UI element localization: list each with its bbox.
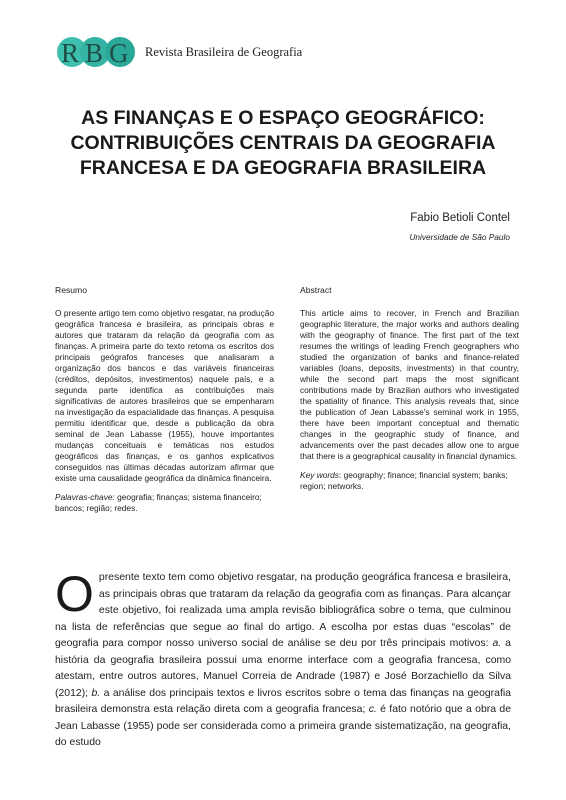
abstract-column [300, 285, 519, 492]
body-text [55, 566, 511, 752]
drop-cap: O [55, 566, 94, 622]
list-marker-c: c. [368, 704, 377, 715]
body-text-run: é fato notório que a obra de Jean Labasse (1955) pode ser considerada como a primeira grande sistematização, na geografia, do estudo [55, 704, 511, 748]
keywords-label: Key words [300, 470, 339, 480]
abstract-keywords [300, 470, 519, 492]
journal-name: Revista Brasileira de Geografia [145, 45, 303, 59]
list-marker-b: b. [91, 687, 101, 699]
abstract-text: This article aims to recover, in French and Brazilian geographic literature, the major works and authors dealing with the geography of finance. The first part of the text resumes the writings of leading French geographers who studied the organization of banks and finance-related variables (loans, deposits, investments) in that country, while the second part maps the most significant contributions made by Brazilian authors who investigated the spatiality of finance. This analysis reveals that, since the publication of Jean Labasse's seminal work in 1955, there have been important conceptual and thematic changes in the geographic study of finance, and advancements over the past decades allow one to argue that there is a geographical causality in financial dynamics. [300, 308, 519, 461]
keywords-label: Palavras-chave [55, 492, 113, 502]
keywords-list: : geography; finance; financial system; banks; region; networks. [300, 470, 508, 491]
journal-logo [55, 36, 303, 72]
resumo-keywords [55, 492, 274, 514]
author-name: Fabio Betioli Contel [410, 212, 510, 224]
body-paragraph [55, 566, 511, 752]
body-text-run: a história da geografia brasileira possui uma enorme interface com a geografia francesa, como atestam, entre outros autores, Manuel Correia de Andrade (1987) e José Borzachiello da Silva (2012); [55, 638, 511, 699]
list-marker-a: a. [492, 638, 502, 649]
logo-letters: RBG [61, 38, 135, 68]
article-title: AS FINANÇAS E O ESPAÇO GEOGRÁFICO: CONTRIBUIÇÕES CENTRAIS DA GEOGRAFIA FRANCESA E DA GEOGRAFIA BRASILEIRA [70, 107, 496, 179]
resumo-heading: Resumo [55, 285, 87, 295]
keywords-list: : geografia; finanças; sistema financeiro; bancos; região; redes. [55, 492, 262, 513]
author-affiliation: Universidade de São Paulo [409, 232, 510, 242]
abstract-heading: Abstract [300, 285, 332, 295]
body-text-run: a análise dos principais textos e livros escritos sobre o tema das finanças na geografia brasileira demonstra esta relação direta com a geografia francesa; [55, 687, 511, 715]
resumo-column [55, 285, 274, 514]
body-text-run: presente texto tem como objetivo resgatar, na produção geográfica francesa e brasileira, as principais obras que trataram da relação da geografia com as finanças. Para alcançar este objetivo, foi realizada uma ampla revisão bibliográfica sobre o tema, que culminou na lista de referências que segue ao final do artigo. A escolha por estas duas “escolas” de geografia para compor nosso universo social de análise se deu por três principais motivos: [55, 572, 511, 649]
resumo-text: O presente artigo tem como objetivo resgatar, na produção geográfica francesa e brasileira, as principais obras e autores que trataram da relação da geografia com as finanças. A primeira parte do texto retoma os escritos dos principais geógrafos franceses que analisaram a organização dos bancos e das variáveis financeiras (créditos, depósitos, investimentos) naquele país, e a segunda parte identifica as contribuições mais significativas de autores brasileiros que se empenharam na investigação da espacialidade das finanças. A pesquisa permitiu identificar que, desde a publicação da obra seminal de Jean Labasse (1955), houve importantes mudanças conceituais e temáticas nos estudos geográficos das finanças, e os ganhos explicativos conseguidos nas últimas décadas autorizam afirmar que existe uma causalidade geográfica da dinâmica financeira. [55, 308, 274, 483]
